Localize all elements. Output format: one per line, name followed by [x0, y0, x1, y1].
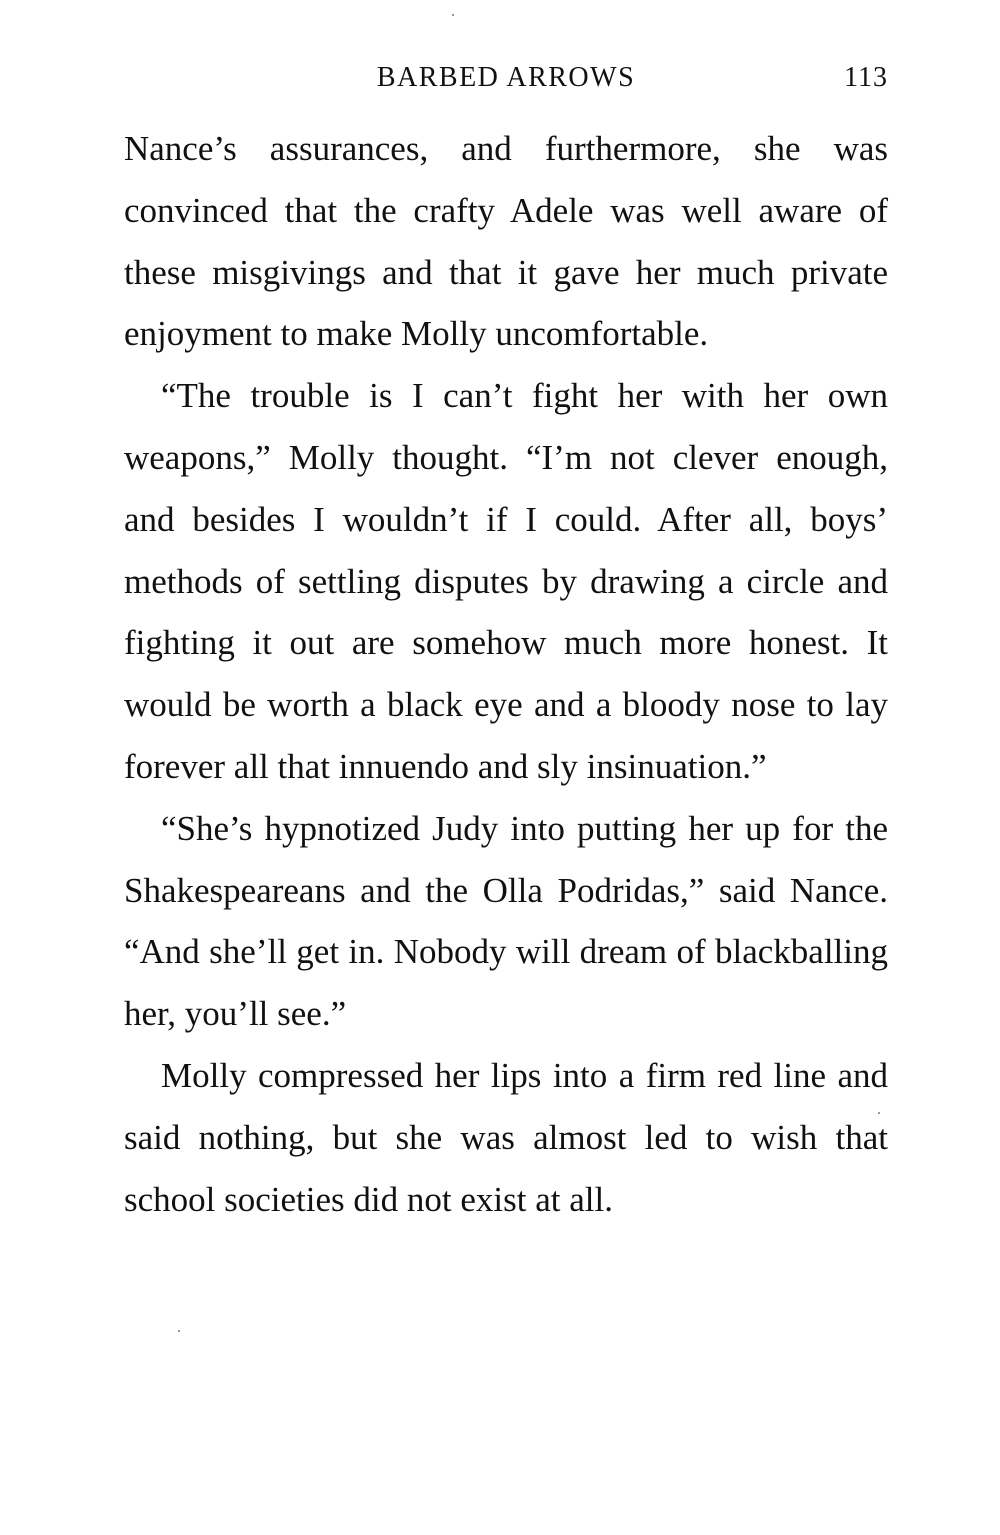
paragraph: “The trouble is I can’t fight her with her own weapons,” Molly thought. “I’m not clever enough, and besides I wouldn’t if I could. After all, boys’ methods of settling disputes by drawing a circle and fighting it out are somehow much more honest. It would be worth a black eye and a bloody nose to lay forever all that innuendo and sly insinuation.”: [124, 376, 888, 786]
running-title: BARBED ARROWS: [376, 62, 636, 93]
print-speck: [878, 1112, 880, 1114]
paragraph: Molly compressed her lips into a firm red line and said nothing, but she was almost led to wish that school societies did not exist at all.: [124, 1055, 888, 1219]
running-head: [124, 60, 888, 106]
page-number: 113: [844, 62, 888, 93]
print-speck: [178, 1330, 180, 1332]
body-text: [124, 118, 888, 1230]
print-speck: [452, 14, 454, 16]
paragraph-continued: Nance’s assurances, and furthermore, she was convinced that the crafty Adele was well aware of these misgivings and that it gave her much private enjoyment to make Molly uncomfortable.: [124, 129, 888, 354]
paragraph: “She’s hypnotized Judy into putting her up for the Shakespeareans and the Olla Podridas,” said Nance. “And she’ll get in. Nobody will dream of blackballing her, you’ll see.”: [124, 808, 888, 1034]
